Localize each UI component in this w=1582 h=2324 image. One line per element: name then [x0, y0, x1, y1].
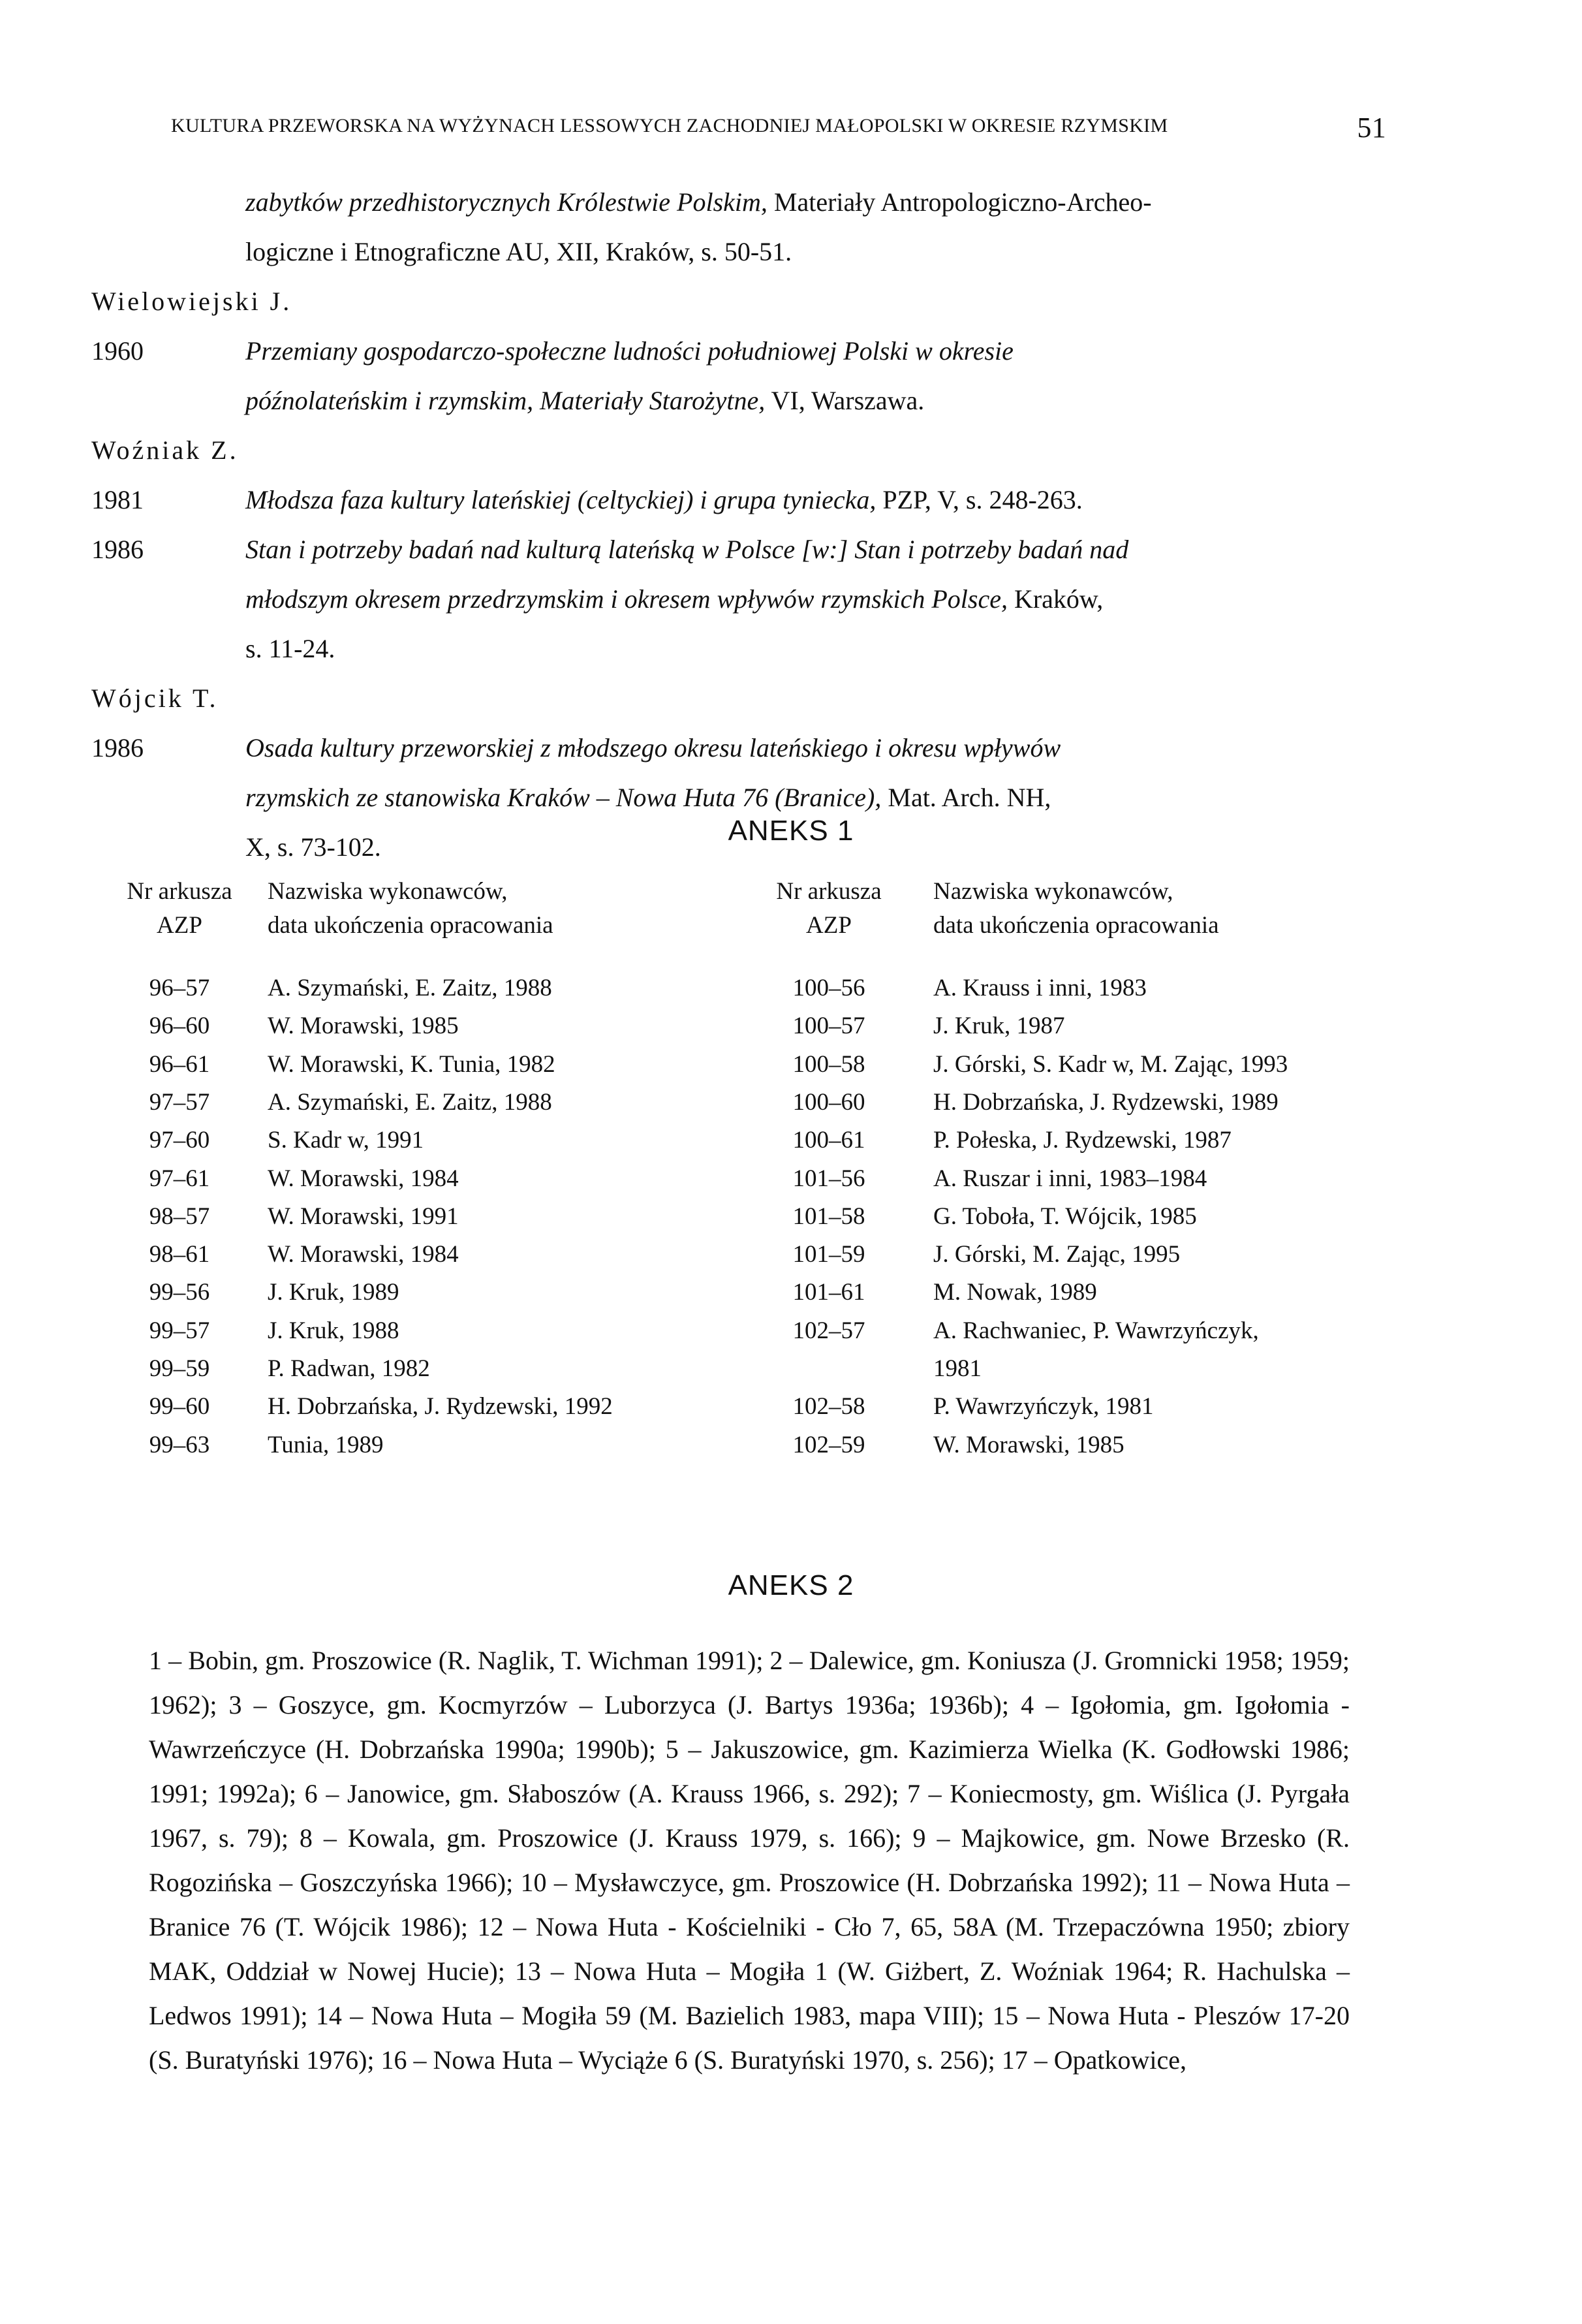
bib-year: 1986 [91, 733, 144, 762]
names-cell: G. Toboła, T. Wójcik, 1985 [933, 1202, 1197, 1230]
sheet-cell: 100–58 [792, 1050, 865, 1078]
table-row [98, 1126, 1403, 1164]
sheet-cell: 101–56 [792, 1165, 865, 1192]
names-cell: P. Połeska, J. Rydzewski, 1987 [933, 1127, 1232, 1154]
bib-entry: 1960 Przemiany gospodarczo-społeczne ludności południowej Polski w okresie [91, 326, 1371, 376]
names-cell: H. Dobrzańska, J. Rydzewski, 1989 [933, 1088, 1279, 1116]
sheet-cell: 99–56 [149, 1279, 210, 1306]
table-row [98, 1165, 1403, 1202]
table-row [98, 1088, 1403, 1126]
names-cell: A. Szymański, E. Zaitz, 1988 [268, 975, 552, 1001]
sheet-cell: 100–60 [792, 1088, 865, 1116]
sheet-cell: 98–57 [149, 1202, 210, 1230]
names-cell: J. Górski, M. Zając, 1995 [933, 1241, 1181, 1268]
names-cell: Tunia, 1989 [268, 1431, 384, 1458]
bib-entry-line: późnolateńskim i rzymskim, Materiały Starożytne, VI, Warszawa. [245, 386, 925, 415]
aneks1-title: ANEKS 1 [728, 815, 854, 847]
table-row [98, 1355, 1403, 1392]
bib-entry-line: młodszym okresem przedrzymskim i okresem wpływów rzymskich Polsce, Kraków, [245, 584, 1104, 614]
aneks2-text [149, 1639, 1350, 2082]
sheet-cell: 97–57 [149, 1088, 210, 1116]
col-header-names: Nazwiska wykonawców, data ukończenia opracowania [268, 878, 553, 939]
table-row [98, 1240, 1403, 1278]
sheet-cell: 96–60 [149, 1013, 210, 1040]
sheet-cell: 102–57 [792, 1317, 865, 1344]
sheet-cell: 100–56 [792, 975, 865, 1001]
names-cell: W. Morawski, 1985 [268, 1013, 459, 1040]
sheet-cell: 101–58 [792, 1202, 865, 1230]
names-cell: P. Wawrzyńczyk, 1981 [933, 1393, 1154, 1421]
sheet-cell: 96–61 [149, 1050, 210, 1078]
names-cell: W. Morawski, 1985 [933, 1431, 1124, 1458]
running-title: KULTURA PRZEWORSKA NA WYŻYNACH LESSOWYCH ZACHODNIEJ MAŁOPOLSKI W OKRESIE RZYMSKIM [171, 115, 1168, 136]
bib-entry-line: X, s. 73-102. [245, 832, 381, 862]
table-row [98, 1317, 1403, 1355]
sheet-cell: 100–61 [792, 1127, 865, 1154]
table-row [98, 1012, 1403, 1050]
sheet-cell: 99–59 [149, 1355, 210, 1382]
bibliography [91, 178, 1371, 872]
bib-author: Wójcik T. [91, 683, 219, 713]
names-cell: P. Radwan, 1982 [268, 1355, 430, 1382]
bib-entry: 1981 Młodsza faza kultury lateńskiej (celtyckiej) i grupa tyniecka, PZP, V, s. 248-263. [91, 475, 1371, 525]
names-cell: J. Górski, S. Kadr w, M. Zając, 1993 [933, 1050, 1288, 1078]
col-header-sheet: Nr arkusza AZP [127, 878, 232, 939]
sheet-cell: 99–63 [149, 1431, 210, 1458]
bib-entry-line: s. 11-24. [245, 634, 335, 663]
names-cell: S. Kadr w, 1991 [268, 1127, 424, 1154]
names-cell: H. Dobrzańska, J. Rydzewski, 1992 [268, 1393, 613, 1421]
names-cell: W. Morawski, 1984 [268, 1165, 459, 1192]
sheet-cell: 102–58 [792, 1393, 865, 1421]
sheet-cell: 101–61 [792, 1279, 865, 1306]
bib-year: 1960 [91, 336, 144, 366]
bib-year: 1981 [91, 485, 144, 514]
table-row [98, 1278, 1403, 1316]
bib-author: Woźniak Z. [91, 435, 239, 465]
table-row [98, 1050, 1403, 1088]
names-cell: J. Kruk, 1987 [933, 1013, 1065, 1040]
col-header-names-2: Nazwiska wykonawców, data ukończenia opracowania [933, 878, 1219, 939]
names-cell: A. Szymański, E. Zaitz, 1988 [268, 1088, 552, 1116]
bib-author: Wielowiejski J. [91, 287, 292, 316]
table-row [98, 1202, 1403, 1240]
aneks2-title: ANEKS 2 [728, 1569, 854, 1601]
names-cell: A. Rachwaniec, P. Wawrzyńczyk, [933, 1317, 1259, 1344]
names-cell: J. Kruk, 1988 [268, 1317, 399, 1344]
bib-continuation-line: logiczne i Etnograficzne AU, XII, Kraków, s. 50-51. [245, 237, 792, 266]
sheet-cell: 97–60 [149, 1127, 210, 1154]
names-cell: M. Nowak, 1989 [933, 1279, 1097, 1306]
sheet-cell: 102–59 [792, 1431, 865, 1458]
table-row [98, 1431, 1403, 1469]
sheet-cell: 97–61 [149, 1165, 210, 1192]
names-cell: 1981 [933, 1355, 982, 1382]
names-cell: W. Morawski, 1991 [268, 1202, 459, 1230]
names-cell: A. Krauss i inni, 1983 [933, 975, 1147, 1001]
bib-entry-line: rzymskich ze stanowiska Kraków – Nowa Huta 76 (Branice), Mat. Arch. NH, [245, 783, 1051, 812]
running-header [171, 112, 1386, 144]
bib-continuation-line: zabytków przedhistorycznych Królestwie Polskim, Materiały Antropologiczno-Archeo- [245, 187, 1152, 217]
sheet-cell: 98–61 [149, 1241, 210, 1268]
sheet-cell: 99–57 [149, 1317, 210, 1344]
names-cell: W. Morawski, K. Tunia, 1982 [268, 1050, 555, 1078]
names-cell: W. Morawski, 1984 [268, 1241, 459, 1268]
sheet-cell: 101–59 [792, 1241, 865, 1268]
bib-entry: 1986 Osada kultury przeworskiej z młodszego okresu lateńskiego i okresu wpływów [91, 723, 1371, 773]
table-row [98, 974, 1403, 1012]
page-number: 51 [1357, 112, 1386, 144]
bib-entry: 1986 Stan i potrzeby badań nad kulturą lateńską w Polsce [w:] Stan i potrzeby badań nad [91, 525, 1371, 574]
names-cell: A. Ruszar i inni, 1983–1984 [933, 1165, 1207, 1192]
sheet-cell: 99–60 [149, 1393, 210, 1421]
sheet-cell: 100–57 [792, 1013, 865, 1040]
bib-year: 1986 [91, 535, 144, 564]
col-header-sheet-2: Nr arkusza AZP [776, 878, 882, 939]
aneks2-paragraph: 1 – Bobin, gm. Proszowice (R. Naglik, T. Wichman 1991); 2 – Dalewice, gm. Koniusza (J. Gromnicki 1958; 1959; 1962); 3 – Goszyce, gm. Kocmyrzów – Luborzyca (J. Bartys 1936a; 1936b); 4 – Igołomia, gm. Igołomia - Wawrzeńczyce (H. Dobrzańska 1990a; 1990b); 5 – Jakuszowice, gm. Kazimierza Wielka (K. Godłowski 1986; 1991; 1992a); 6 – Janowice, gm. Słaboszów (A. Krauss 1966, s. 292); 7 – Koniecmosty, gm. Wiślica (J. Pyrgała 1967, s. 79); 8 – Kowala, gm. Proszowice (J. Krauss 1979, s. 166); 9 – Majkowice, gm. Nowe Brzesko (R. Rogozińska – Goszczyńska 1966); 10 – Mysławczyce, gm. Proszowice (H. Dobrzańska 1992); 11 – Nowa Huta – Branice 76 (T. Wójcik 1986); 12 – Nowa Huta - Kościelniki - Cło 7, 65, 58A (M. Trzepaczówna 1950; zbiory MAK, Oddział w Nowej Hucie); 13 – Nowa Huta – Mogiła 1 (W. Giżbert, Z. Woźniak 1964; R. Hachulska – Ledwos 1991); 14 – Nowa Huta – Mogiła 59 (M. Bazielich 1983, mapa VIII); 15 – Nowa Huta - Pleszów 17-20 (S. Buratyński 1976); 16 – Nowa Huta – Wyciąże 6 (S. Buratyński 1970, s. 256); 17 – Opatkowice, [149, 1646, 1350, 2075]
names-cell: J. Kruk, 1989 [268, 1279, 399, 1306]
table-row [98, 1392, 1403, 1430]
sheet-cell: 96–57 [149, 975, 210, 1001]
